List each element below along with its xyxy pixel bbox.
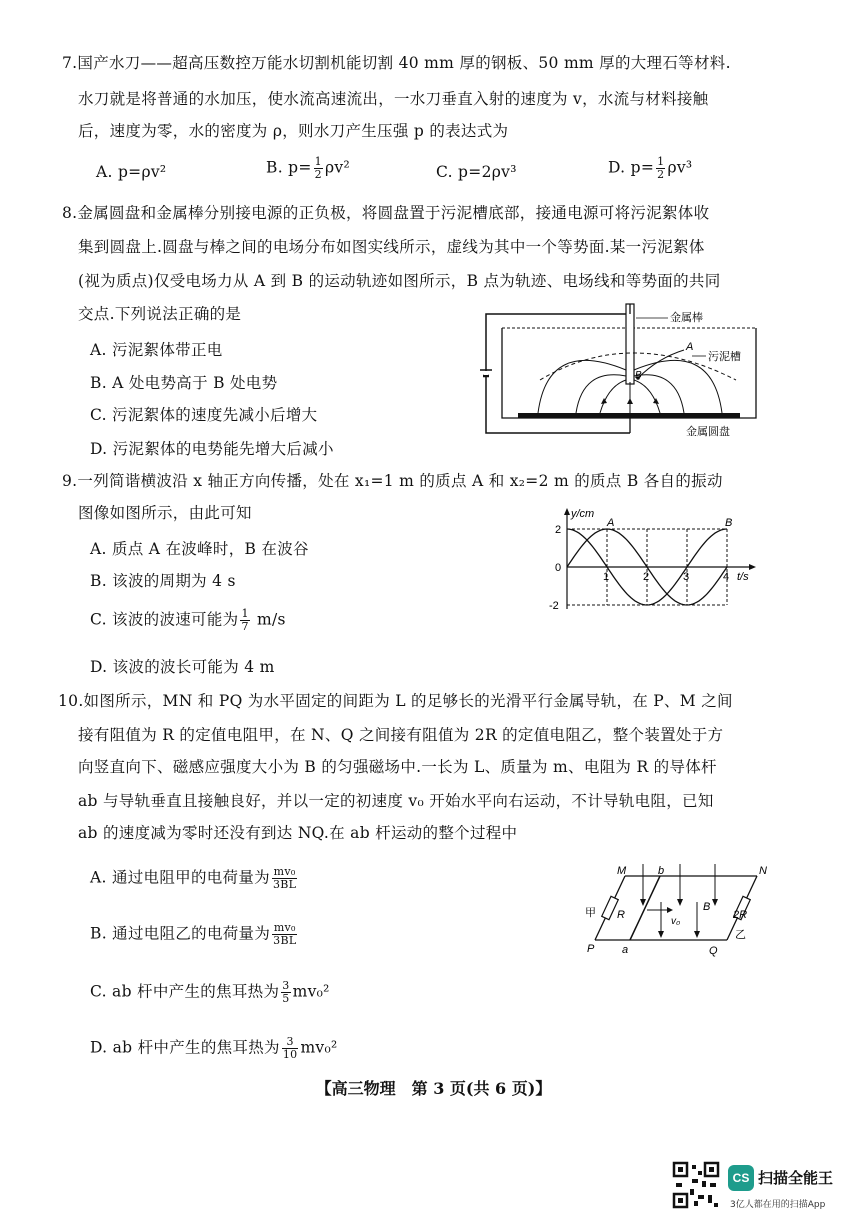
series-label-a: A: [607, 517, 615, 529]
q10-rail-figure: [585, 862, 775, 962]
q10-label-p: P: [587, 943, 595, 955]
q7-option-c: C. p=2ρv³: [436, 163, 517, 181]
q8-label-disk: 金属圆盘: [686, 426, 730, 438]
q10-label-yi: 乙: [735, 929, 746, 941]
q8-option-a: A. 污泥絮体带正电: [90, 341, 223, 359]
x-axis-arrow: [749, 564, 756, 570]
q10-label-m: M: [617, 865, 627, 877]
y-axis-label: y/cm: [571, 508, 595, 520]
q10-label-b: b: [658, 865, 665, 877]
q10-line1: 10.如图所示，MN 和 PQ 为水平固定的间距为 L 的足够长的光滑平行金属导轨，在 P、M 之间: [58, 692, 733, 710]
q7-option-b: B. p= $\frac{1}{2}$ ρv²: [266, 155, 350, 181]
q9-option-a: A. 质点 A 在波峰时，B 在波谷: [90, 540, 309, 558]
q7-option-d: D. p= $\frac{1}{2}$ ρv³: [608, 155, 693, 181]
q10-label-q: Q: [709, 945, 718, 957]
watermark-title: 扫描全能王: [758, 1169, 834, 1187]
q8-label-a: A: [686, 341, 694, 353]
q10-option-c: C. ab 杆中产生的焦耳热为 $\frac{3}{5}$ mv₀²: [90, 979, 330, 1005]
q9-vibration-chart: [545, 505, 765, 615]
q9-line1: 9.一列简谐横波沿 x 轴正方向传播，处在 x₁=1 m 的质点 A 和 x₂=2 m 的质点 B 各自的振动: [62, 472, 723, 490]
q10-line3: 向竖直向下、磁感应强度大小为 B 的匀强磁场中.一长为 L、质量为 m、电阻为 R 的导体杆: [78, 758, 717, 776]
q10-label-v0: v₀: [671, 916, 681, 927]
q10-option-a: A. 通过电阻甲的电荷量为 $\frac{\text{mv₀}}{3BL}$: [90, 865, 297, 891]
y-axis-arrow: [564, 508, 570, 515]
y-tick-label: 2: [555, 524, 562, 536]
q9-line2: 图像如图所示，由此可知: [78, 504, 252, 522]
q9-option-c: C. 该波的波速可能为 $\frac{1}{7}$ m/s: [90, 607, 286, 633]
q8-label-b: B: [635, 370, 642, 381]
q7-line1: 7.国产水刀——超高压数控万能水切割机能切割 40 mm 厚的钢板、50 mm 厚的大理石等材料.: [62, 54, 731, 72]
page-footer: 【高三物理 第 3 页(共 6 页)】: [315, 1079, 552, 1098]
watermark-subtitle: 3亿人都在用的扫描App: [730, 1200, 826, 1210]
q7-line2: 水刀就是将普通的水加压，使水流高速流出，一水刀垂直入射的速度为 v，水流与材料接触: [78, 90, 709, 108]
q8-option-c: C. 污泥絮体的速度先减小后增大: [90, 406, 318, 424]
q10-label-a: a: [622, 944, 629, 956]
q10-line5: ab 的速度减为零时还没有到达 NQ.在 ab 杆运动的整个过程中: [78, 824, 518, 842]
x-tick-label: 4: [723, 571, 730, 583]
q10-line2: 接有阻值为 R 的定值电阻甲，在 N、Q 之间接有阻值为 2R 的定值电阻乙，整个装置处于方: [78, 726, 724, 744]
q10-label-jia: 甲: [585, 907, 596, 919]
q10-option-b: B. 通过电阻乙的电荷量为 $\frac{\text{mv₀}}{3BL}$: [90, 921, 297, 947]
x-tick-label: 2: [643, 571, 650, 583]
q8-field-figure: [478, 298, 778, 438]
q10-label-2r: 2R: [733, 909, 748, 921]
q8-label-rod: 金属棒: [670, 312, 703, 324]
x-tick-label: 3: [683, 571, 690, 583]
q8-label-tank: 污泥槽: [708, 351, 741, 363]
q8-option-b: B. A 处电势高于 B 处电势: [90, 374, 278, 392]
q8-line2: 集到圆盘上.圆盘与棒之间的电场分布如图实线所示，虚线为其中一个等势面.某一污泥絮体: [78, 238, 705, 256]
q7-option-a: A. p=ρv²: [96, 163, 167, 181]
q8-line3: (视为质点)仅受电场力从 A 到 B 的运动轨迹如图所示，B 点为轨迹、电场线和等势面的共同: [78, 272, 721, 290]
q7-line3: 后，速度为零，水的密度为 ρ，则水刀产生压强 p 的表达式为: [78, 122, 509, 140]
q8-option-d: D. 污泥絮体的电势能先增大后减小: [90, 440, 334, 458]
x-axis-label: t/s: [737, 571, 749, 583]
y-tick-label: 0: [555, 562, 562, 574]
qr-code-icon: [672, 1161, 720, 1209]
scanner-watermark: [672, 1157, 847, 1215]
q8-line4: 交点.下列说法正确的是: [78, 305, 242, 323]
q10-line4: ab 与导轨垂直且接触良好，并以一定的初速度 v₀ 开始水平向右运动，不计导轨电阻，已知: [78, 792, 714, 810]
q10-label-field-b: B: [703, 901, 711, 913]
q10-option-d: D. ab 杆中产生的焦耳热为 $\frac{3}{10}$ mv₀²: [90, 1035, 338, 1061]
q9-option-b: B. 该波的周期为 4 s: [90, 572, 236, 590]
x-tick-label: 1: [603, 571, 610, 583]
q9-option-d: D. 该波的波长可能为 4 m: [90, 658, 275, 676]
q10-label-n: N: [759, 865, 767, 877]
y-tick-label: -2: [549, 600, 559, 612]
q10-label-r: R: [617, 909, 625, 921]
series-label-b: B: [725, 517, 733, 529]
q8-line1: 8.金属圆盘和金属棒分别接电源的正负极，将圆盘置于污泥槽底部，接通电源可将污泥絮体收: [62, 204, 710, 222]
cs-badge-icon: CS: [728, 1165, 754, 1191]
